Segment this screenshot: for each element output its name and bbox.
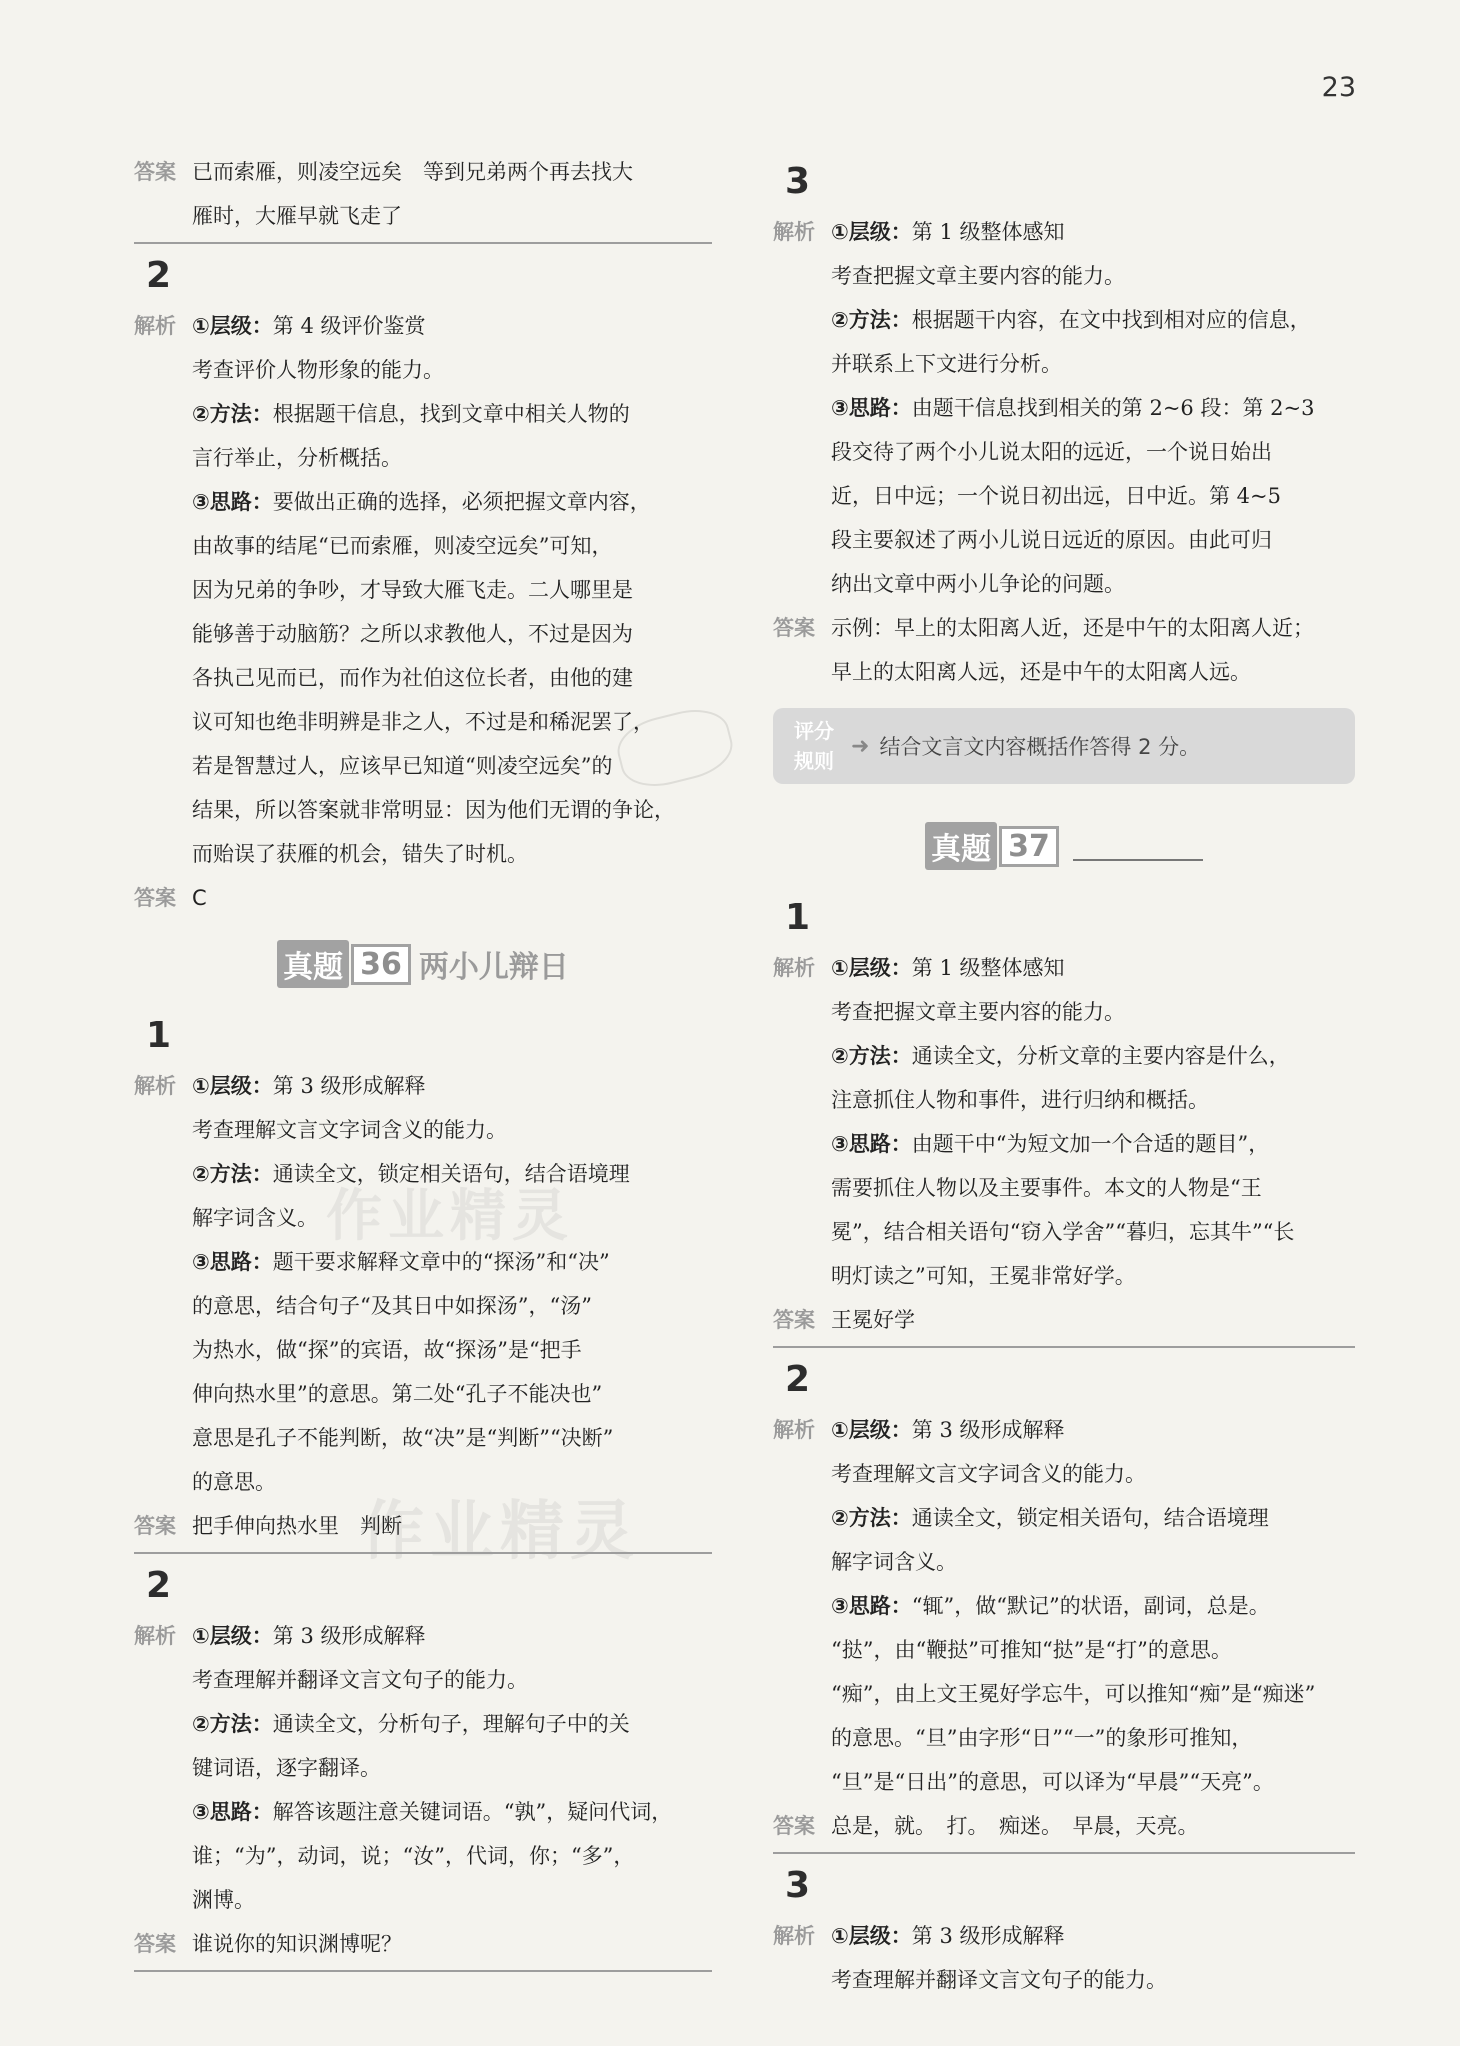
- answer-tag: 答案: [134, 886, 176, 910]
- scoring-rule-box: [773, 708, 1355, 784]
- heading-label: 真题: [277, 940, 349, 988]
- question-3-block: [773, 160, 1355, 694]
- answer-tag: 答案: [773, 1308, 815, 1332]
- left-column: [134, 150, 712, 1982]
- heading-number: 36: [351, 944, 411, 985]
- question-37-3-block: [773, 1864, 1355, 2002]
- analysis-body: ①层级：第 4 级评价鉴赏 考查评价人物形象的能力。 ②方法：根据题干信息，找到文章中相关人物的 言行举止，分析概括。 ③思路：要做出正确的选择，必须把握文章内容， 由故事的结尾“已而索雁，则凌空远矣”可知， 因为兄弟的争吵，才导致大雁飞走。二人哪里是 能够善于动脑筋？之所以求教他人，不过是因为 各执己见而已，而作为社伯这位长者，由他的建 议可知也绝非明辨是非之人，不过是和稀泥罢了， 若是智慧过人，应该早已知道“则凌空远矣”的 结果，所以答案就非常明显：因为他们无谓的争论， 而贻误了获雁的机会，错失了时机。: [192, 314, 675, 866]
- watermark-top: 作业精灵: [326, 1184, 574, 1249]
- analysis-tag: 解析: [773, 1418, 815, 1442]
- section-heading-36: [134, 942, 712, 986]
- analysis-body: ①层级：第 3 级形成解释 考查理解并翻译文言文句子的能力。: [831, 1924, 1167, 1992]
- question-36-2-block: [134, 1564, 712, 1972]
- heading-title-blank: [1073, 831, 1203, 861]
- section-heading-37: [773, 824, 1355, 868]
- analysis-body: ①层级：第 3 级形成解释 考查理解并翻译文言文句子的能力。 ②方法：通读全文，分析句子，理解句子中的关 键词语，逐字翻译。 ③思路：解答该题注意关键词语。“孰”，疑问代词， 谁；“为”，动词，说；“汝”，代词，你；“多”， 渊博。: [192, 1624, 673, 1912]
- analysis-body: ①层级：第 1 级整体感知 考查把握文章主要内容的能力。 ②方法：根据题干内容，在文中找到相对应的信息， 并联系上下文进行分析。 ③思路：由题干信息找到相关的第 2~6 段：第 2~3 段交待了两个小儿说太阳的远近，一个说日始出 近，日中远；一个说日初出远，日中近。第 4~5 段主要叙述了两小儿说日远近的原因。由此可归 纳出文章中两小儿争论的问题。: [831, 220, 1315, 596]
- arrow-right-icon: ➜: [851, 733, 870, 759]
- answer-text: 把手伸向热水里 判断: [192, 1514, 402, 1538]
- divider: [134, 1970, 712, 1972]
- question-number: 2: [146, 255, 172, 296]
- question-number: 1: [785, 897, 811, 938]
- question-37-2-block: [773, 1358, 1355, 1854]
- heading-number: 37: [999, 826, 1059, 867]
- answer-tag: 答案: [773, 1814, 815, 1838]
- right-column: [773, 160, 1355, 2006]
- question-number: 1: [146, 1015, 172, 1056]
- heading-label: 真题: [925, 822, 997, 870]
- question-number: 3: [785, 161, 811, 202]
- scoring-label: 评分 规则: [794, 719, 834, 773]
- question-2-block: [134, 254, 712, 920]
- watermark-bottom: 作业精灵: [360, 1495, 640, 1569]
- answer-text: 示例：早上的太阳离人近，还是中午的太阳离人近； 早上的太阳离人远，还是中午的太阳离人远。: [831, 616, 1314, 684]
- analysis-tag: 解析: [773, 1924, 815, 1948]
- top-answer-block: [134, 150, 712, 244]
- analysis-tag: 解析: [773, 956, 815, 980]
- analysis-body: ①层级：第 1 级整体感知 考查把握文章主要内容的能力。 ②方法：通读全文，分析文章的主要内容是什么， 注意抓住人物和事件，进行归纳和概括。 ③思路：由题干中“为短文加一个合适的题目”， 需要抓住人物以及主要事件。本文的人物是“王 冕”，结合相关语句“窃入学舍”“暮归，忘其牛”“长 明灯读之”可知，王冕非常好学。: [831, 956, 1295, 1288]
- analysis-tag: 解析: [134, 314, 176, 338]
- analysis-body: ①层级：第 3 级形成解释 考查理解文言文字词含义的能力。 ②方法：通读全文，锁定相关语句，结合语境理 解字词含义。 ③思路：“辄”，做“默记”的状语，副词，总是。 “挞”，由“鞭挞”可推知“挞”是“打”的意思。 “痴”，由上文王冕好学忘牛，可以推知“痴”是“痴迷” 的意思。“旦”由字形“日”“一”的象形可推知， “旦”是“日出”的意思，可以译为“早晨”“天亮”。: [831, 1418, 1316, 1794]
- question-36-1-block: [134, 1014, 712, 1554]
- analysis-tag: 解析: [773, 220, 815, 244]
- answer-text: C: [192, 886, 207, 910]
- question-number: 2: [785, 1359, 811, 1400]
- analysis-body: ①层级：第 3 级形成解释 考查理解文言文字词含义的能力。 ②方法：通读全文，锁定相关语句，结合语境理 解字词含义。 ③思路：题干要求解释文章中的“探汤”和“决” 的意思，结合句子“及其日中如探汤”，“汤” 为热水，做“探”的宾语，故“探汤”是“把手 伸向热水里”的意思。第二处“孔子不能决也” 意思是孔子不能判断，故“决”是“判断”“决断” 的意思。: [192, 1074, 630, 1494]
- question-number: 3: [785, 1865, 811, 1906]
- divider: [134, 1552, 712, 1554]
- question-number: 2: [146, 1565, 172, 1606]
- answer-text: 总是，就。 打。 痴迷。 早晨，天亮。: [831, 1814, 1199, 1838]
- divider: [773, 1346, 1355, 1348]
- divider: [773, 1852, 1355, 1854]
- divider: [134, 242, 712, 244]
- scoring-text: 结合文言文内容概括作答得 2 分。: [879, 735, 1201, 759]
- analysis-tag: 解析: [134, 1624, 176, 1648]
- answer-tag: 答案: [134, 1514, 176, 1538]
- heading-title: 两小儿辩日: [418, 950, 569, 985]
- answer-text: 已而索雁，则凌空远矣 等到兄弟两个再去找大 雁时，大雁早就飞走了: [192, 160, 633, 228]
- answer-tag: 答案: [134, 160, 176, 184]
- answer-text: 谁说你的知识渊博呢？: [192, 1932, 402, 1956]
- question-37-1-block: [773, 896, 1355, 1348]
- answer-tag: 答案: [773, 616, 815, 640]
- answer-tag: 答案: [134, 1932, 176, 1956]
- analysis-tag: 解析: [134, 1074, 176, 1098]
- page-number: 23: [1321, 72, 1356, 103]
- answer-text: 王冕好学: [831, 1308, 915, 1332]
